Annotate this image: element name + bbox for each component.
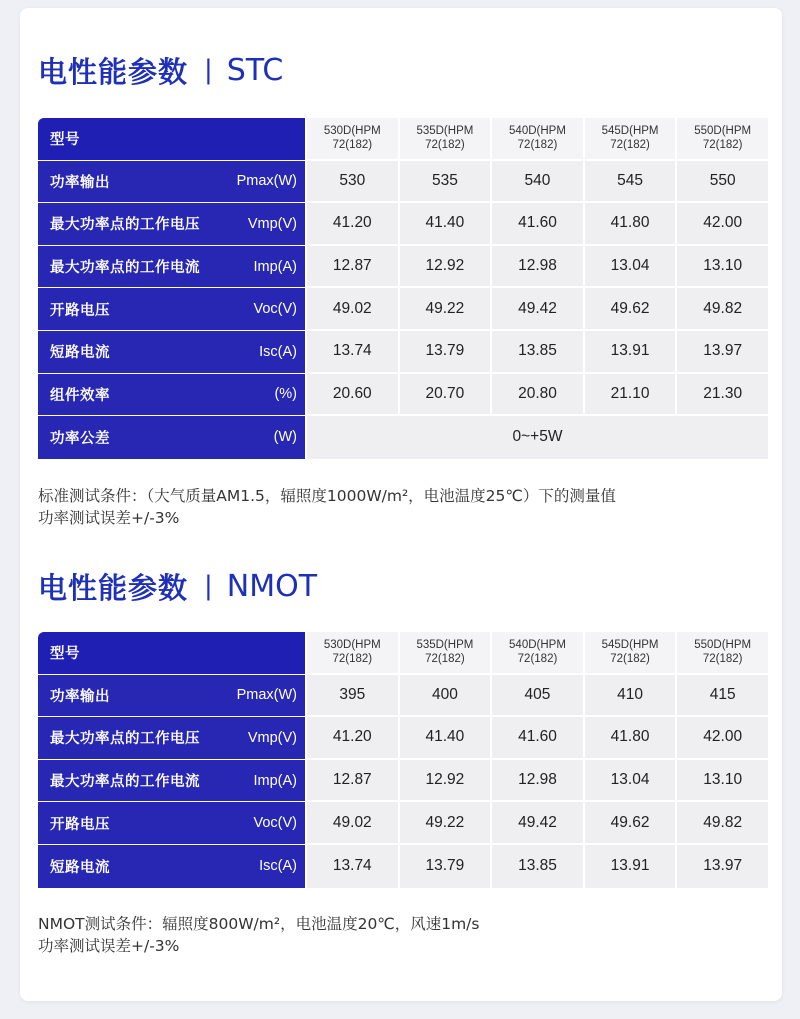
table-row <box>38 331 768 374</box>
value-cell: 405 <box>490 675 583 718</box>
model-name-line1: 550D(HPM <box>694 125 752 138</box>
value-cell: 12.98 <box>490 246 583 289</box>
tolerance-row <box>38 416 768 459</box>
model-name-line2: 72(182) <box>425 139 465 152</box>
value-cell: 545 <box>583 161 676 204</box>
value-cell: 41.20 <box>305 717 398 760</box>
value-cell: 12.98 <box>490 760 583 803</box>
row-header-cell <box>38 717 305 760</box>
row-header-inner <box>50 685 297 706</box>
value-cell: 13.10 <box>675 246 768 289</box>
model-header-cell <box>38 632 305 675</box>
row-header-cell <box>38 416 305 459</box>
value-cell: 49.02 <box>305 802 398 845</box>
model-name-line2: 72(182) <box>332 139 373 152</box>
table-row <box>38 288 768 331</box>
value-cell: 49.22 <box>398 288 491 331</box>
model-name-line2: 72(182) <box>702 653 743 666</box>
value-cell: 13.79 <box>398 845 491 888</box>
table-row <box>38 675 768 718</box>
row-header-cell <box>38 288 305 331</box>
parameter-name: 组件效率 <box>50 387 110 404</box>
parameter-unit: Vmp(V) <box>247 215 297 232</box>
row-header-inner <box>50 341 297 362</box>
model-name-line2: 72(182) <box>610 139 650 152</box>
parameter-unit: Imp(A) <box>253 258 297 275</box>
value-cell: 42.00 <box>675 717 768 760</box>
parameter-unit: Isc(A) <box>259 858 297 875</box>
parameter-name: 功率输出 <box>50 688 110 705</box>
row-header-cell <box>38 802 305 845</box>
parameter-unit: Pmax(W) <box>236 687 297 704</box>
parameter-unit: Voc(V) <box>253 301 297 318</box>
value-cell: 41.40 <box>398 717 491 760</box>
parameter-name: 功率输出 <box>50 174 110 191</box>
table-row <box>38 760 768 803</box>
nmot-note-line: 功率测试误差+/-3% <box>38 937 180 955</box>
value-cell: 20.70 <box>398 374 491 417</box>
value-cell: 49.22 <box>398 802 491 845</box>
stc-spec-table <box>38 118 768 459</box>
value-cell: 540 <box>490 161 583 204</box>
model-name-cell <box>583 632 676 675</box>
parameter-name: 最大功率点的工作电压 <box>50 217 200 234</box>
nmot-note-line: NMOT测试条件：辐照度800W/m²，电池温度20℃，风速1m/s <box>38 915 480 933</box>
value-cell: 41.60 <box>490 203 583 246</box>
value-cell: 41.80 <box>583 203 676 246</box>
value-cell: 20.60 <box>305 374 398 417</box>
value-cell: 49.42 <box>490 802 583 845</box>
row-header-cell <box>38 203 305 246</box>
value-cell: 535 <box>398 161 491 204</box>
model-name-line1: 545D(HPM <box>601 639 659 652</box>
value-cell: 12.92 <box>398 760 491 803</box>
value-cell: 49.82 <box>675 288 768 331</box>
model-name-line2: 72(182) <box>702 139 743 152</box>
stc-note-line: 标准测试条件：（大气质量AM1.5，辐照度1000W/m²，电池温度25℃）下的测量值 <box>38 487 616 505</box>
value-cell: 41.60 <box>490 717 583 760</box>
table-row <box>38 717 768 760</box>
value-cell: 49.42 <box>490 288 583 331</box>
model-name-line2: 72(182) <box>517 653 558 666</box>
value-cell: 49.62 <box>583 802 676 845</box>
model-header-inner <box>50 642 297 663</box>
model-name-cell <box>675 632 768 675</box>
parameter-name: 短路电流 <box>50 859 110 876</box>
parameter-unit: Isc(A) <box>259 343 297 360</box>
stc-title-separator: | <box>204 55 213 85</box>
row-header-cell <box>38 845 305 888</box>
row-header-inner <box>50 384 297 405</box>
stc-title-zh: 电性能参数 <box>38 54 189 89</box>
value-cell: 41.20 <box>305 203 398 246</box>
parameter-unit: Pmax(W) <box>236 173 297 190</box>
value-cell: 12.92 <box>398 246 491 289</box>
stc-test-conditions-note <box>38 485 616 529</box>
parameter-unit: Voc(V) <box>253 815 297 832</box>
model-name-cell <box>490 118 583 161</box>
value-cell: 415 <box>675 675 768 718</box>
value-cell: 13.91 <box>583 845 676 888</box>
parameter-name: 最大功率点的工作电流 <box>50 774 200 791</box>
nmot-title-en: NMOT <box>226 568 318 604</box>
row-header-inner <box>50 256 297 277</box>
model-name-line2: 72(182) <box>517 139 558 152</box>
value-cell: 13.79 <box>398 331 491 374</box>
value-cell: 530 <box>305 161 398 204</box>
row-header-cell <box>38 675 305 718</box>
model-name-line1: 535D(HPM <box>416 639 474 652</box>
parameter-unit: Vmp(V) <box>247 729 297 746</box>
value-cell: 41.40 <box>398 203 491 246</box>
parameter-name: 功率公差 <box>50 430 110 447</box>
value-cell: 13.74 <box>305 331 398 374</box>
value-cell: 13.04 <box>583 760 676 803</box>
model-name-cell <box>583 118 676 161</box>
row-header-cell <box>38 374 305 417</box>
row-header-inner <box>50 813 297 834</box>
model-name-line1: 550D(HPM <box>694 639 752 652</box>
nmot-section-title <box>38 566 317 606</box>
value-cell: 13.85 <box>490 331 583 374</box>
table-row <box>38 802 768 845</box>
table-row <box>38 161 768 204</box>
row-header-cell <box>38 331 305 374</box>
parameter-name: 短路电流 <box>50 345 110 362</box>
model-name-line2: 72(182) <box>332 653 373 666</box>
model-name-cell <box>490 632 583 675</box>
parameter-unit: (W) <box>273 429 297 446</box>
parameter-name: 最大功率点的工作电压 <box>50 731 200 748</box>
value-cell: 550 <box>675 161 768 204</box>
model-name-line1: 540D(HPM <box>509 125 566 138</box>
nmot-title-separator: | <box>204 571 213 601</box>
parameter-unit: (%) <box>274 386 297 403</box>
nmot-title-zh: 电性能参数 <box>38 570 189 605</box>
model-name-line1: 530D(HPM <box>323 125 381 138</box>
row-header-inner <box>50 770 297 791</box>
row-header-inner <box>50 213 297 234</box>
model-name-cell <box>398 118 491 161</box>
row-header-inner <box>50 727 297 748</box>
table-row <box>38 246 768 289</box>
parameter-name: 开路电压 <box>50 302 110 319</box>
value-cell: 13.10 <box>675 760 768 803</box>
value-cell: 395 <box>305 675 398 718</box>
table-row <box>38 845 768 888</box>
tolerance-value-cell: 0~+5W <box>305 416 768 459</box>
row-header-cell <box>38 246 305 289</box>
model-name-cell <box>675 118 768 161</box>
model-name-cell <box>305 632 398 675</box>
value-cell: 41.80 <box>583 717 676 760</box>
table-row <box>38 374 768 417</box>
value-cell: 49.82 <box>675 802 768 845</box>
model-header-cell <box>38 118 305 161</box>
stc-note-line: 功率测试误差+/-3% <box>38 509 180 527</box>
model-name-line1: 530D(HPM <box>323 639 381 652</box>
model-name-line1: 540D(HPM <box>509 639 566 652</box>
model-name-line2: 72(182) <box>425 653 465 666</box>
model-name-line1: 535D(HPM <box>416 125 474 138</box>
row-header-cell <box>38 161 305 204</box>
parameter-name: 开路电压 <box>50 816 110 833</box>
row-header-inner <box>50 427 297 448</box>
model-name-line1: 545D(HPM <box>601 125 659 138</box>
value-cell: 49.62 <box>583 288 676 331</box>
value-cell: 42.00 <box>675 203 768 246</box>
value-cell: 13.85 <box>490 845 583 888</box>
value-cell: 12.87 <box>305 760 398 803</box>
model-header-inner <box>50 128 297 149</box>
value-cell: 13.91 <box>583 331 676 374</box>
value-cell: 13.04 <box>583 246 676 289</box>
value-cell: 13.97 <box>675 331 768 374</box>
value-cell: 21.30 <box>675 374 768 417</box>
model-name-cell <box>398 632 491 675</box>
row-header-inner <box>50 171 297 192</box>
table-header-row <box>38 632 768 675</box>
row-header-inner <box>50 856 297 877</box>
model-header-label: 型号 <box>50 646 80 663</box>
row-header-cell <box>38 760 305 803</box>
value-cell: 21.10 <box>583 374 676 417</box>
model-header-label: 型号 <box>50 132 80 149</box>
table-row <box>38 203 768 246</box>
value-cell: 12.87 <box>305 246 398 289</box>
stc-section-title <box>38 50 283 90</box>
model-name-cell <box>305 118 398 161</box>
nmot-test-conditions-note <box>38 913 479 957</box>
value-cell: 400 <box>398 675 491 718</box>
parameter-unit: Imp(A) <box>253 772 297 789</box>
parameter-name: 最大功率点的工作电流 <box>50 260 200 277</box>
value-cell: 49.02 <box>305 288 398 331</box>
stc-title-en: STC <box>226 52 284 88</box>
value-cell: 20.80 <box>490 374 583 417</box>
row-header-inner <box>50 299 297 320</box>
table-header-row <box>38 118 768 161</box>
model-name-line2: 72(182) <box>610 653 650 666</box>
nmot-spec-table <box>38 632 768 888</box>
value-cell: 13.74 <box>305 845 398 888</box>
value-cell: 13.97 <box>675 845 768 888</box>
value-cell: 410 <box>583 675 676 718</box>
